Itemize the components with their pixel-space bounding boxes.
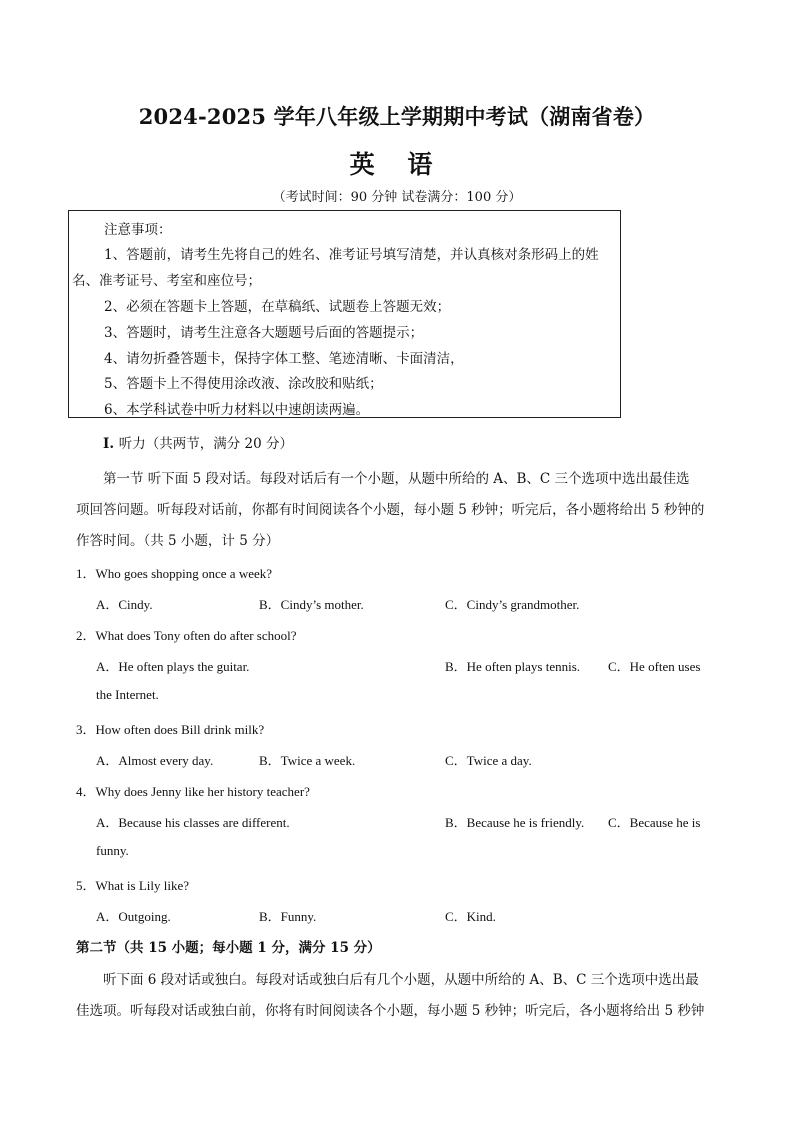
notice-heading: 注意事项：	[104, 222, 172, 238]
section1-line: 第一节 听下面 5 段对话。每段对话后有一个小题，从题中所给的 A、B、C 三个选项中选出最佳选	[103, 471, 690, 487]
option-a: A．Outgoing.	[96, 909, 171, 924]
notice-line: 2、必须在答题卡上答题，在草稿纸、试题卷上答题无效；	[104, 299, 451, 315]
notice-line: 4、请勿折叠答题卡，保持字体工整、笔迹清晰、卡面清洁，	[104, 351, 464, 367]
notice-line: 名、准考证号、考室和座位号；	[72, 273, 261, 289]
part1-heading	[103, 432, 293, 452]
option-b: B．Cindy’s mother.	[259, 597, 364, 612]
option-a: A．He often plays the guitar.	[96, 659, 250, 674]
notice-line: 5、答题卡上不得使用涂改液、涂改胶和贴纸；	[104, 376, 383, 392]
section2-line: 听下面 6 段对话或独白。每段对话或独白后有几个小题，从题中所给的 A、B、C 三个选项中选出最	[103, 972, 699, 988]
option-continuation: the Internet.	[96, 687, 159, 702]
option-a: A．Almost every day.	[96, 753, 214, 768]
notice-line: 3、答题时，请考生注意各大题题号后面的答题提示；	[104, 325, 424, 341]
part1-number: I.	[103, 436, 119, 452]
option-continuation: funny.	[96, 843, 129, 858]
part1-title: 听力（共两节，满分 20 分）	[118, 436, 293, 452]
question-stem: 4．Why does Jenny like her history teacher?	[76, 784, 310, 799]
section2-heading: 第二节（共 15 小题；每小题 1 分，满分 15 分）	[76, 940, 381, 956]
question-stem: 3．How often does Bill drink milk?	[76, 722, 265, 737]
notice-line: 1、答题前，请考生先将自己的姓名、准考证号填写清楚，并认真核对条形码上的姓	[104, 247, 599, 263]
section1-line: 项回答问题。听每段对话前，你都有时间阅读各个小题，每小题 5 秒钟；听完后，各小题将给出 5 秒钟的	[76, 502, 705, 518]
option-a: A．Cindy.	[96, 597, 153, 612]
option-c: C．Because he is	[608, 815, 701, 830]
option-c: C．He often uses	[608, 659, 701, 674]
option-c: C．Cindy’s grandmother.	[445, 597, 580, 612]
option-a: A．Because his classes are different.	[96, 815, 290, 830]
option-c: C．Kind.	[445, 909, 496, 924]
subject-title: 英 语	[349, 150, 445, 179]
option-c: C．Twice a day.	[445, 753, 532, 768]
exam-info: （考试时间：90 分钟 试卷满分：100 分）	[272, 190, 522, 205]
notice-box	[68, 210, 621, 418]
option-b: B．Twice a week.	[259, 753, 356, 768]
option-b: B．Because he is friendly.	[445, 815, 585, 830]
notice-line: 6、本学科试卷中听力材料以中速朗读两遍。	[104, 402, 370, 418]
question-stem: 1．Who goes shopping once a week?	[76, 566, 273, 581]
question-stem: 2．What does Tony often do after school?	[76, 628, 297, 643]
section1-line: 作答时间。（共 5 小题，计 5 分）	[76, 533, 280, 549]
option-b: B．He often plays tennis.	[445, 659, 581, 674]
exam-title: 2024-2025 学年八年级上学期期中考试（湖南省卷）	[138, 104, 656, 129]
section2-line: 佳选项。听每段对话或独白前，你将有时间阅读各个小题，每小题 5 秒钟；听完后，各小题将给出 5 秒钟	[76, 1003, 705, 1019]
option-b: B．Funny.	[259, 909, 317, 924]
question-stem: 5．What is Lily like?	[76, 878, 190, 893]
